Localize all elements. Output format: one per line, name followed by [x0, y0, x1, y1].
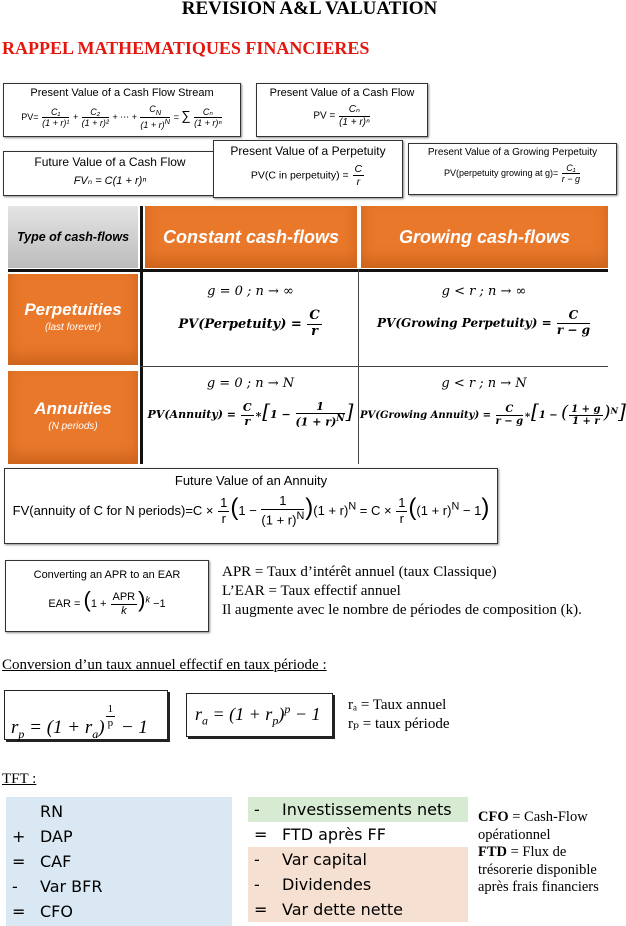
pv-stream-lhs: PV=	[21, 111, 39, 122]
pv-stream-title: Present Value of a Cash Flow Stream	[30, 87, 214, 99]
conversion-heading: Conversion d’un taux annuel effectif en taux période :	[2, 657, 327, 673]
ear-box	[5, 560, 209, 632]
pv-single-title: Present Value of a Cash Flow	[269, 87, 415, 99]
ear-formula: EAR = (1 + $\frac{\text{APR}}{k}$ )$^k$ −1	[48, 587, 166, 617]
pv-gperp-title: Present Value of a Growing Perpetuity	[427, 147, 598, 158]
tft-right-block	[248, 797, 468, 922]
ann-constant-lhs: PV(Annuity) =	[147, 408, 236, 421]
pv-perp-formula: PV(C in perpetuity) = $\frac{C}{r}$	[250, 163, 363, 189]
fv-annuity-box	[4, 468, 498, 544]
perpetuities-label: Perpetuities	[24, 300, 122, 319]
tft-row: - Var capital	[254, 850, 367, 869]
pv-cash-flow-box	[256, 83, 428, 137]
table-grid-line	[8, 269, 608, 272]
tft-legend	[478, 809, 618, 897]
tft-row: = Var dette nette	[254, 900, 404, 919]
row-header-perpetuities	[8, 274, 138, 365]
table-grid-line	[140, 206, 143, 464]
ear-note: Il augmente avec le nombre de périodes de composition (k).	[222, 602, 582, 618]
rate-legend	[348, 696, 450, 734]
pv-single-lhs: PV =	[313, 110, 336, 122]
tft-row: = CAF	[12, 852, 72, 871]
tft-left-block	[6, 797, 232, 926]
fv-single-title: Future Value of a Cash Flow	[34, 155, 186, 169]
tft-row: + DAP	[12, 827, 73, 846]
ann-constant-formula: PV(Annuity) = $\frac{C}{r}$ ∗[1 − $\frac{1}{(1 + r)^N}$ ]	[147, 399, 354, 429]
header-constant-cash-flows: Constant cash-flows	[145, 206, 357, 268]
tft-row-investissements: - Investissements nets	[248, 797, 468, 822]
perp-constant-cell	[144, 284, 357, 340]
ann-growing-formula: PV(Growing Annuity) = $\frac{C}{r - g}$ ∗[1 − ( $\frac{1 + g}{1 + r}$ )$^N$]	[360, 399, 626, 427]
tft-row: = CFO	[12, 902, 73, 921]
pv-perp-title: Present Value of a Perpetuity	[230, 144, 386, 158]
page-title: REVISION A&L VALUATION	[181, 0, 438, 19]
ann-growing-condition: g < r ; n → N	[441, 376, 527, 391]
pv-perp-lhs: PV(C in perpetuity) =	[250, 169, 349, 182]
pv-stream-formula: PV= $\frac{\text{C₁}}{\text{(1 + r)¹}}$ + $\frac{\text{C₂}}{\text{(1 + r)²}}$ + ⋯ + $\frac{C_N}{(1 + r)^N}$ = ∑ $\frac{\text{Cₙ}}{\text{(1 + r)ⁿ}}$	[21, 104, 222, 131]
pv-perpetuity-box	[213, 140, 403, 198]
perp-constant-condition: g = 0 ; n → ∞	[207, 284, 294, 299]
ra-formula-box: $r_a = (1 + r_p)^p - 1$	[186, 693, 333, 737]
row-header-annuities	[8, 371, 138, 464]
ann-constant-condition: g = 0 ; n → N	[206, 376, 295, 391]
ear-note: L’EAR = Taux effectif annuel	[222, 583, 401, 599]
perpetuities-sublabel: (last forever)	[44, 322, 102, 333]
table-grid-line	[358, 269, 359, 464]
ann-constant-cell	[144, 376, 357, 429]
cash-flow-table	[8, 206, 626, 464]
pv-gperp-lhs: PV(perpetuity growing at g)=	[443, 168, 559, 179]
ann-growing-cell	[360, 376, 626, 428]
fv-cash-flow-box	[3, 151, 217, 196]
table-corner-label: Type of cash-flows	[8, 206, 138, 268]
tft-row: RN	[40, 802, 64, 821]
tft-heading: TFT :	[2, 771, 37, 787]
annuities-sublabel: (N periods)	[48, 421, 98, 432]
legend-rp: rₚ = taux période	[348, 716, 450, 732]
ear-title: Converting an APR to an EAR	[33, 569, 181, 581]
tft-row: - Dividendes	[254, 875, 372, 894]
perp-growing-cell	[360, 284, 608, 338]
ear-lhs: EAR =	[48, 598, 81, 610]
header-growing-cash-flows: Growing cash-flows	[361, 206, 608, 268]
perp-constant-formula: PV(Perpetuity) = $\frac{C}{r}$	[178, 308, 320, 339]
pv-cash-flow-stream-box	[3, 83, 241, 137]
ear-note: APR = Taux d’intérêt annuel (taux Classique)	[222, 564, 497, 580]
fv-annuity-lhs: FV(annuity of C for N periods)=C ×	[12, 503, 214, 518]
tft-orange-band	[248, 847, 468, 922]
perp-growing-condition: g < r ; n → ∞	[441, 284, 527, 299]
ear-notes	[222, 563, 582, 620]
legend-ra: rₐ = Taux annuel	[348, 697, 447, 713]
tft-row-ftd: = FTD après FF	[254, 825, 386, 844]
perp-growing-lhs: PV(Growing Perpetuity) =	[376, 315, 552, 330]
table-grid-line	[140, 366, 608, 367]
legend-ftd: FTD = Flux de trésorerie disponible après frais financiers	[478, 844, 599, 895]
fv-annuity-formula: FV(annuity of C for N periods)=C × $\frac{1}{r}$ (1 − $\frac{1}{(1 + r)^N}$ )$(1 + r)^N = C$ × $\frac{1}{r}$ $((1 + r)^N - 1)$	[12, 493, 490, 528]
tft-row: - Var BFR	[12, 877, 103, 896]
fv-single-formula: FVₙ = C(1 + r)ⁿ	[73, 175, 147, 187]
pv-single-formula: PV = $\frac{\text{Cₙ}}{\text{(1 + r)ⁿ}}$	[313, 104, 370, 128]
rp-formula-box: $r_p = (1 + r_a)$ $^{\frac{1}{p}}$ − 1	[4, 690, 168, 740]
perp-growing-formula: PV(Growing Perpetuity) = $\frac{C}{r - g}$	[376, 308, 590, 337]
pv-gperp-formula: PV(perpetuity growing at g)= $\frac{\text{C₁}}{r - g}$	[443, 163, 581, 185]
legend-cfo: CFO = Cash-Flow opérationnel	[478, 809, 588, 843]
pv-growing-perpetuity-box	[408, 143, 617, 195]
annuities-label: Annuities	[34, 399, 112, 418]
ann-growing-lhs: PV(Growing Annuity) =	[360, 410, 492, 421]
fv-annuity-title: Future Value of an Annuity	[174, 473, 328, 488]
perp-constant-lhs: PV(Perpetuity) =	[178, 316, 302, 332]
section-title: RAPPEL MATHEMATIQUES FINANCIERES	[2, 38, 370, 58]
